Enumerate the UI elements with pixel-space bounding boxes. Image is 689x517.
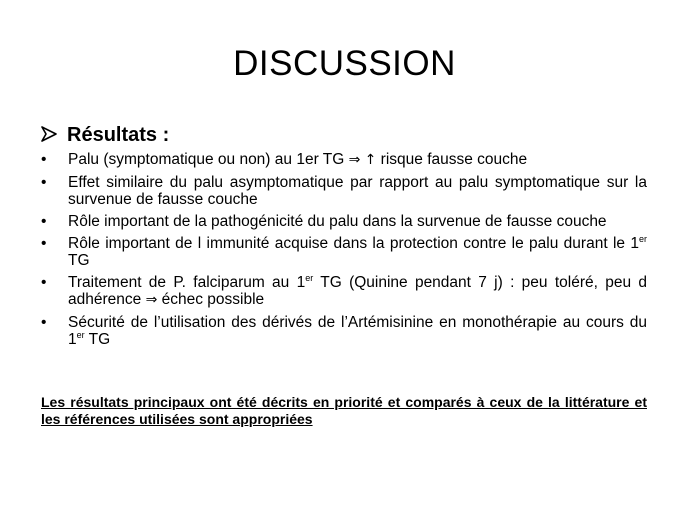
arrow-bullet-icon <box>41 123 67 147</box>
bullet-text: Rôle important de l immunité acquise dans la protection contre le palu durant le 1 <box>68 235 639 252</box>
conclusion-text: Les résultats principaux ont été décrits en priorité et comparés à ceux de la littérature et les références utilisées sont appropriées <box>41 394 647 427</box>
superscript: er <box>638 233 647 244</box>
bullet-dot: • <box>41 213 47 230</box>
bullet-text: TG (Quinine pendant 7 j) : peu toléré, peu d adhérence <box>68 274 647 308</box>
bullet-text: Sécurité de l’utilisation des dérivés de l’Artémisinine en monothérapie au cours du 1 <box>68 314 647 348</box>
up-arrow-icon: ↑ <box>364 152 377 168</box>
section-heading <box>41 123 169 147</box>
bullet-dot: • <box>41 174 47 191</box>
list-item <box>41 174 647 208</box>
implies-arrow-icon: ⇒ <box>348 152 361 168</box>
bullet-text: Traitement de P. falciparum au 1 <box>68 274 306 291</box>
bullet-text: Palu (symptomatique ou non) au 1er TG <box>68 151 349 168</box>
superscript: er <box>76 329 85 340</box>
bullet-text: Rôle important de la pathogénicité du palu dans la survenue de fausse couche <box>68 213 607 230</box>
implies-arrow-icon: ⇒ <box>145 292 158 308</box>
bullet-text: TG <box>68 252 90 269</box>
bullet-dot: • <box>41 235 47 252</box>
list-item <box>41 274 647 309</box>
list-item <box>41 213 647 230</box>
bullet-dot: • <box>41 151 47 168</box>
list-item <box>41 235 647 269</box>
list-item <box>41 151 647 169</box>
bullet-dot: • <box>41 314 47 331</box>
bullet-text: Effet similaire du palu asymptomatique par rapport au palu symptomatique sur la survenue de fausse couche <box>68 174 647 208</box>
bullet-dot: • <box>41 274 47 291</box>
list-item <box>41 314 647 348</box>
bullet-text: TG <box>84 331 111 348</box>
section-heading-text: Résultats : <box>67 124 170 146</box>
bullet-list <box>41 151 647 353</box>
bullet-text: échec possible <box>157 291 265 308</box>
bullet-text: risque fausse couche <box>376 151 528 168</box>
slide-title: DISCUSSION <box>233 44 456 83</box>
superscript: er <box>305 272 314 283</box>
